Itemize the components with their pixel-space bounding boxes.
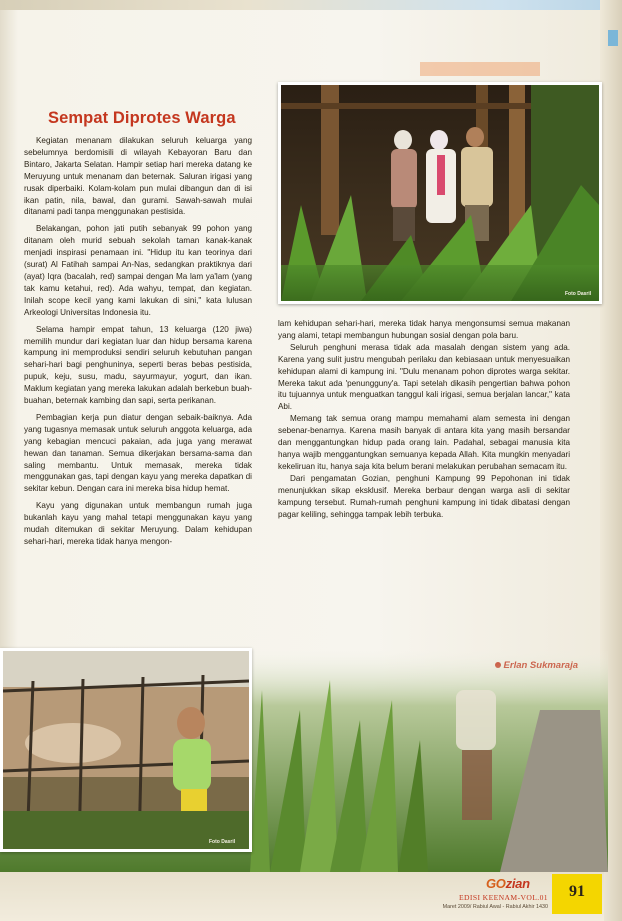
- page-number: 91: [569, 883, 585, 900]
- paragraph: Kegiatan menanam dilakukan seluruh keluarga yang sebelumnya berdomisili di wilayah Kebayoran Baru dan Bintaro, Jakarta Selatan. Hampir setiap hari mereka datang ke Meruyung untuk menanam dan beternak. Saluran irigasi yang rusak diperbaiki. Kolam-kolam pun mulai dibangun dan di isi ikan patin, nila, bawal, dan gurami. Sawah-sawah mulai ditanami padi tanpa menggunakan pestisida.: [24, 136, 252, 217]
- family-photo-illustration: [281, 85, 599, 301]
- photo-credit: Foto Dasril: [565, 291, 592, 297]
- logo-suffix: zian: [505, 876, 530, 891]
- top-decorative-strip: [0, 0, 622, 10]
- paragraph: Kayu yang digunakan untuk membangun rumah juga bukanlah kayu yang mahal tetapi menggunakan kayu yang mudah ditemukan di sekitar Meruyung. Dalam kehidupan sehari-hari, mereka tidak hanya mengon-: [24, 501, 252, 546]
- paragraph: Pembagian kerja pun diatur dengan sebaik-baiknya. Ada yang tugasnya memasak untuk seluruh anggota keluarga, ada yang kebagian mencuci pakaian, ada juga yang merawat hewan dan tanaman. Semua dikerjakan bersama-sama dan saling membantu. Untuk memasak, mereka tidak menggunakan gas, tapi dengan kayu yang mereka dapatkan di sekitar kebun. Dengan cara ini mereka bisa hidup hemat.: [24, 412, 252, 494]
- child-photo-illustration: [3, 651, 249, 849]
- family-photo: [278, 82, 602, 304]
- right-column: [278, 318, 570, 520]
- photo-credit: Foto Dasril: [209, 839, 236, 845]
- section-tab: [420, 62, 540, 76]
- paragraph: Seluruh penghuni merasa tidak ada masalah dengan sistem yang ada. Karena yang sulit justru mengubah perilaku dan kebiasaan untuk menyesuaikan kehidupan alami di kampung ini. "Dulu menanam pohon diprotes warga sekitar. Mereka takut ada 'penungguny'a. Tapi setelah dikasih pengertian bahwa pohon itu tujuannya untuk menguatkan tanggul kali irigasi, semua berjalan lancar," kata Abi.: [278, 342, 570, 412]
- logo-prefix: GO: [486, 876, 506, 891]
- magazine-logo: [486, 876, 546, 890]
- edition-label: EDISI KEENAM-VOL.01: [458, 893, 548, 902]
- left-column: [24, 135, 252, 548]
- paragraph: Dari pengamatan Gozian, penghuni Kampung 99 Pepohonan ini tidak menunjukkan sikap eksklusif. Mereka berbaur dengan warga asli di sekitar kampung tersebut. Rumah-rumah penghuni kampung ini tidak dibatasi dengan pagar keliling, sehingga tampak lebih terbuka.: [278, 473, 570, 519]
- paragraph: Selama hampir empat tahun, 13 keluarga (120 jiwa) memilih mundur dari kegiatan luar dan hidup bersama karena kampung ini memproduksi sendiri seluruh kebutuhan pangan sehari-hari bagi penghuninya, seperti beras bebas pestisida, pupuk, keju, susu, madu, sayurmayur, yogurt, dan ikan. Maklum kegiatan yang mereka lakukan adalah berkebun buah-buahan, beternak kambing dan sapi, serta perikanan.: [24, 324, 252, 406]
- issue-date: Maret 2009/ Rabiul Awal - Rabiul Akhir 1430: [442, 904, 548, 910]
- child-photo: [0, 648, 252, 852]
- article-heading: Sempat Diprotes Warga: [48, 109, 236, 127]
- paragraph: lam kehidupan sehari-hari, mereka tidak hanya mengonsumsi semua makanan yang alami, tetapi membangun hubungan sosial dengan pola baru.: [278, 319, 570, 340]
- paragraph: Belakangan, pohon jati putih sebanyak 99 pohon yang ditanam oleh murid sebuah sekolah taman kanak-kanak menjadi inspirasi penamaan ini. "Hidup itu kan teorinya dari (surat) Al Fatihah sampai An-Nas, sedangkan praktiknya dari (ayat) Iqra (bacalah, red) sampai dengan Ma lam ya'lam (yang tak kamu ketahui, red). Ada wahyu, tempat, dan kegiatan. Inilah scope kecil yang kami lakukan di sini," kata lulusan Arkeologi Universitas Indonesia itu.: [24, 224, 252, 317]
- paragraph: Memang tak semua orang mampu memahami alam semesta ini dengan sebenar-benarnya. Karena masih banyak di antara kita yang masih bersandar dan menggantungkan hidup pada orang lain. Padahal, sebagai manusia kita hanya wajib menggantungkan semuanya kepada Allah. Kita mungkin menyadari kekeliruan itu, hanya saja kita belum berani melakukan perubahan semacam itu.: [278, 414, 570, 471]
